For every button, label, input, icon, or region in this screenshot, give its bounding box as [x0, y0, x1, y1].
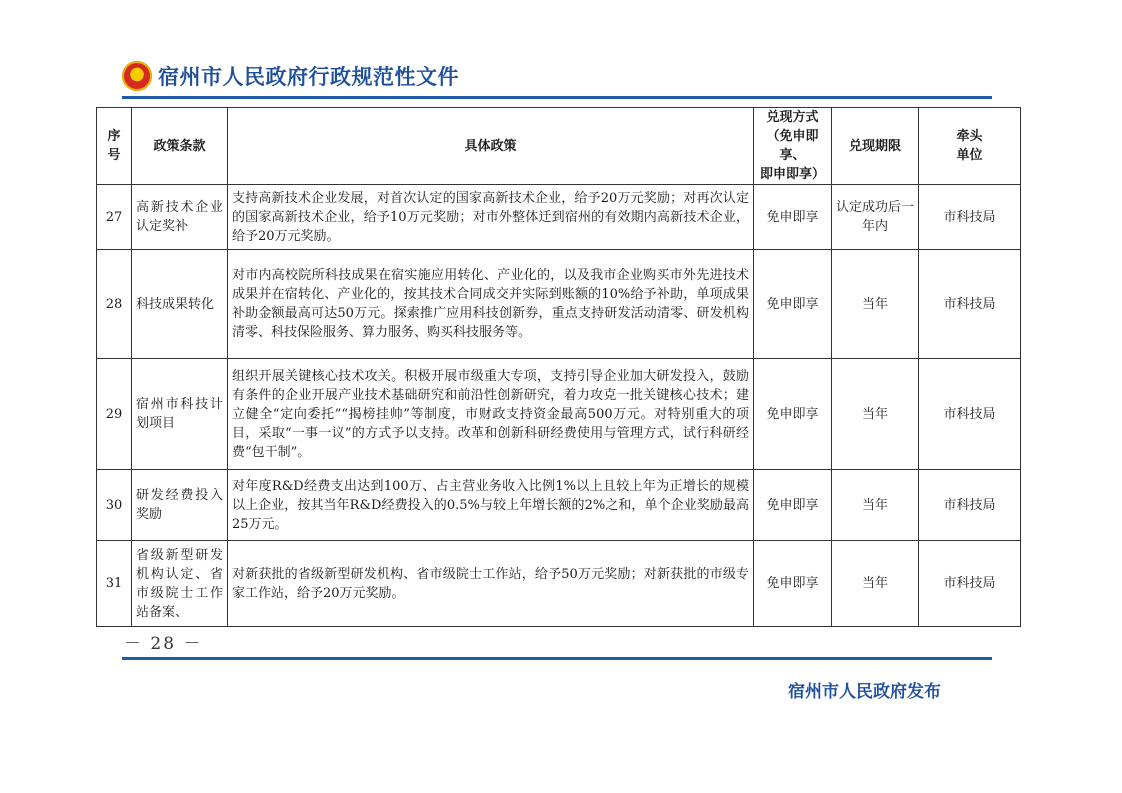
row-period: 当年 — [832, 359, 919, 470]
header-index: 序 号 — [97, 108, 132, 185]
row-number: 27 — [97, 185, 132, 250]
row-period: 当年 — [832, 250, 919, 359]
row-number: 31 — [97, 541, 132, 627]
row-policy: 对市内高校院所科技成果在宿实施应用转化、产业化的，以及我市企业购买市外先进技术成果并在宿转化、产业化的，按其技术合同成交并实际到账额的10%给予补助，单项成果补助金额最高可达50万元。探索推广应用科技创新券，重点支持研发活动清零、研发机构清零、科技保险服务、算力服务、购买科技服务等。 — [228, 250, 754, 359]
row-clause: 科技成果转化 — [132, 250, 228, 359]
row-method: 免申即享 — [754, 541, 832, 627]
row-clause: 宿州市科技计划项目 — [132, 359, 228, 470]
row-method: 免申即享 — [754, 185, 832, 250]
table-row — [97, 250, 1021, 359]
policy-table — [96, 107, 1021, 627]
row-lead-unit: 市科技局 — [919, 185, 1021, 250]
row-period: 当年 — [832, 470, 919, 541]
row-method: 免申即享 — [754, 250, 832, 359]
row-policy: 对新获批的省级新型研发机构、省市级院士工作站，给予50万元奖励；对新获批的市级专家工作站，给予20万元奖励。 — [228, 541, 754, 627]
table-row — [97, 185, 1021, 250]
footer-divider — [122, 657, 992, 660]
row-period: 认定成功后一年内 — [832, 185, 919, 250]
row-clause: 研发经费投入奖励 — [132, 470, 228, 541]
row-lead-unit: 市科技局 — [919, 541, 1021, 627]
header-clause: 政策条款 — [132, 108, 228, 185]
table-row — [97, 541, 1021, 627]
row-number: 30 — [97, 470, 132, 541]
row-method: 免申即享 — [754, 470, 832, 541]
table-row — [97, 470, 1021, 541]
row-lead-unit: 市科技局 — [919, 359, 1021, 470]
header-divider — [122, 96, 992, 99]
document-header — [122, 60, 459, 92]
row-policy: 对年度R&D经费支出达到100万、占主营业务收入比例1%以上且较上年为正增长的规模以上企业，按其当年R&D经费投入的0.5%与较上年增长额的2%之和，单个企业奖励最高25万元。 — [228, 470, 754, 541]
row-policy: 支持高新技术企业发展，对首次认定的国家高新技术企业，给予20万元奖励；对再次认定的国家高新技术企业，给予10万元奖励；对市外整体迁到宿州的有效期内高新技术企业，给予20万元奖励。 — [228, 185, 754, 250]
page-number: － 28 － — [124, 634, 203, 654]
row-policy: 组织开展关键核心技术攻关。积极开展市级重大专项，支持引导企业加大研发投入，鼓励有条件的企业开展产业技术基础研究和前沿性创新研究，着力攻克一批关键核心技术；建立健全“定向委托”“揭榜挂帅”等制度，市财政支持资金最高500万元。对特别重大的项目，采取“一事一议”的方式予以支持。改革和创新科研经费使用与管理方式，试行科研经费“包干制”。 — [228, 359, 754, 470]
header-policy: 具体政策 — [228, 108, 754, 185]
header-method: 兑现方式 （免申即享、 即申即享） — [754, 108, 832, 185]
table-header-row — [97, 108, 1021, 185]
row-lead-unit: 市科技局 — [919, 250, 1021, 359]
header-lead-unit: 牵头 单位 — [919, 108, 1021, 185]
row-lead-unit: 市科技局 — [919, 470, 1021, 541]
row-clause: 省级新型研发机构认定、省市级院士工作站备案、 — [132, 541, 228, 627]
row-period: 当年 — [832, 541, 919, 627]
publisher-label: 宿州市人民政府发布 — [788, 682, 941, 702]
document-series-title: 宿州市人民政府行政规范性文件 — [158, 65, 459, 89]
row-number: 28 — [97, 250, 132, 359]
row-method: 免申即享 — [754, 359, 832, 470]
national-emblem-icon: ★ — [122, 61, 152, 91]
table-row — [97, 359, 1021, 470]
row-clause: 高新技术企业认定奖补 — [132, 185, 228, 250]
row-number: 29 — [97, 359, 132, 470]
header-period: 兑现期限 — [832, 108, 919, 185]
